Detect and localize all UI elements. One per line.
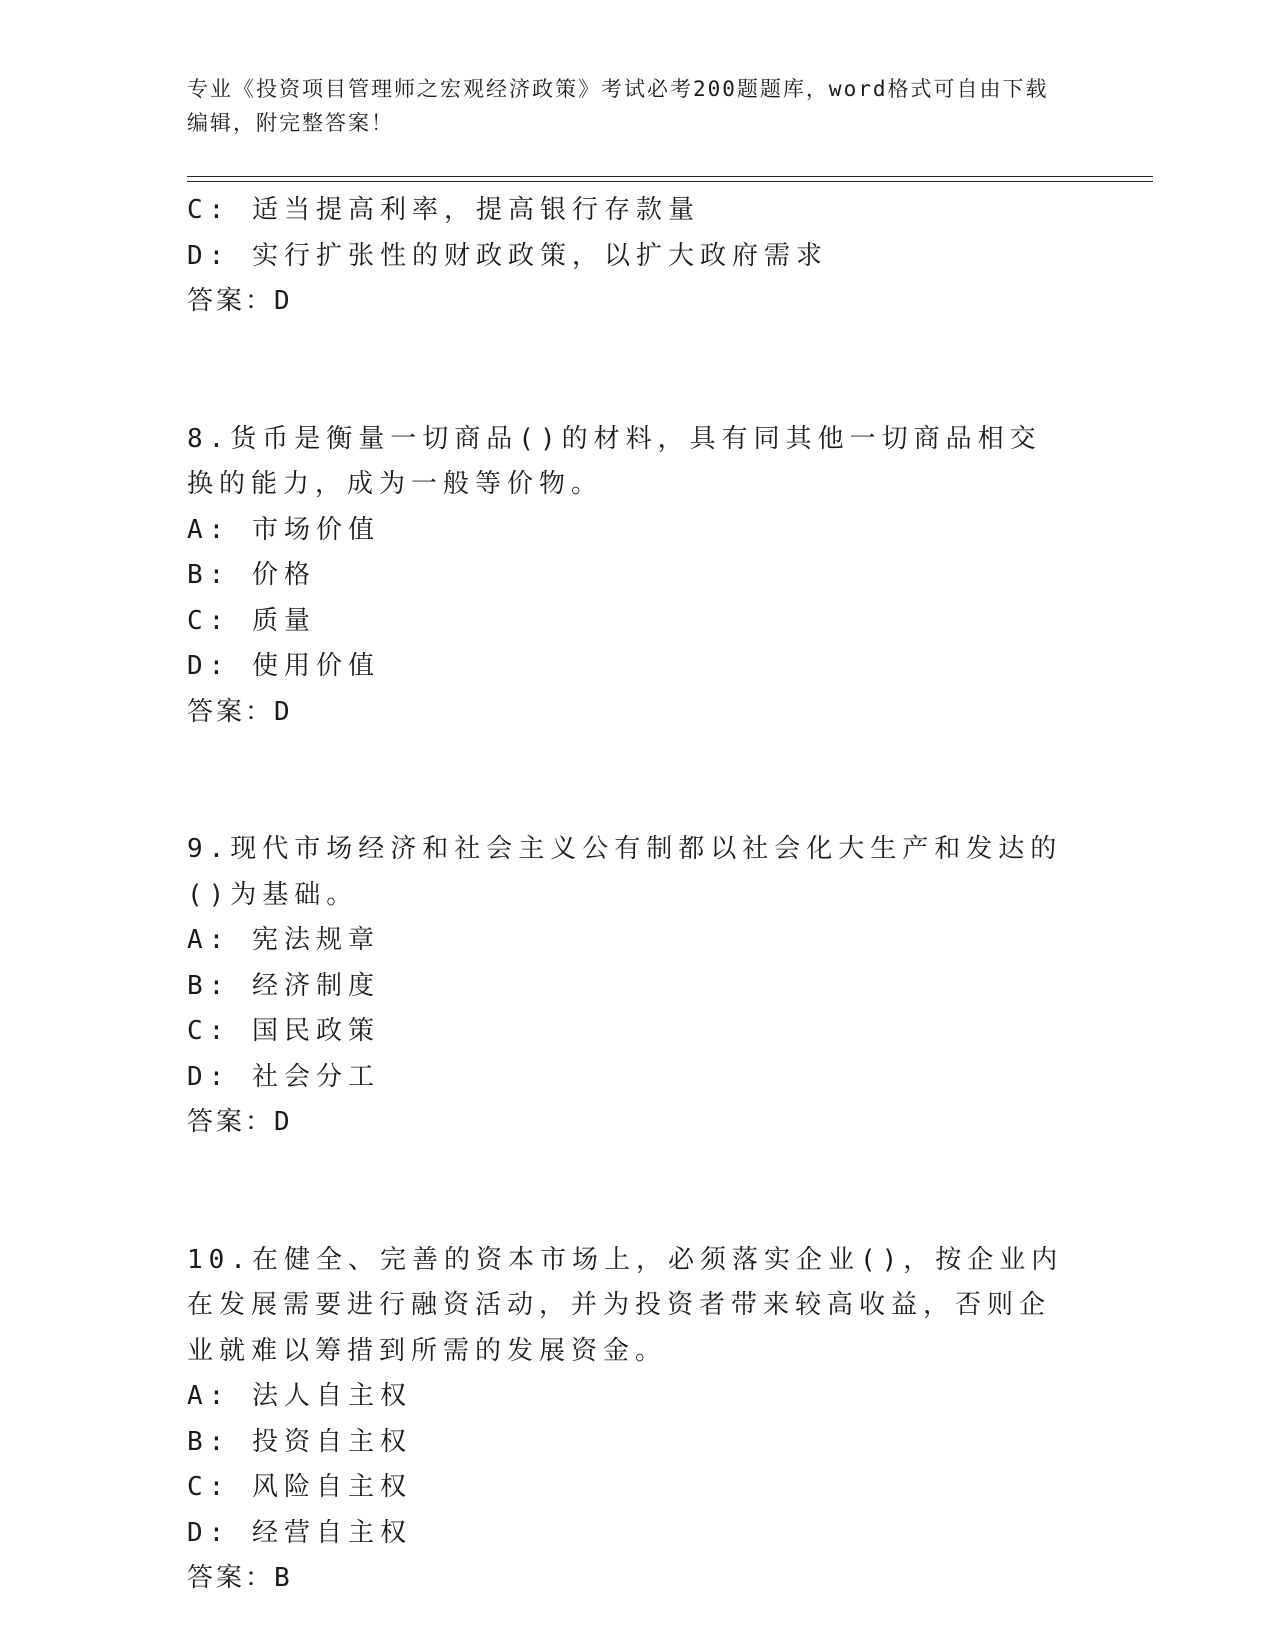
option-line — [187, 599, 1067, 645]
option-line — [187, 1055, 1067, 1101]
question-stem: 10.在健全、完善的资本市场上，必须落实企业()，按企业内在发展需要进行融资活动，并为投资者带来较高收益，否则企业就难以筹措到所需的发展资金。 — [187, 1244, 1064, 1366]
option-line — [187, 1511, 1067, 1557]
option-text: 使用价值 — [251, 651, 380, 681]
option-text: 质量 — [251, 605, 316, 636]
question-block-previous — [187, 188, 1067, 325]
option-text: 宪法规章 — [251, 925, 380, 955]
answer-line: 答案：D — [187, 1107, 293, 1137]
option-label: B: — [187, 560, 231, 590]
option-label: C: — [187, 1016, 231, 1046]
option-text: 实行扩张性的财政政策，以扩大政府需求 — [251, 240, 828, 271]
option-line — [187, 234, 1067, 280]
option-label: A: — [187, 925, 231, 955]
header-divider-bottom — [187, 181, 1153, 182]
question-stem: 8.货币是衡量一切商品()的材料，具有同其他一切商品相交换的能力，成为一般等价物。 — [187, 423, 1042, 499]
option-label: A: — [187, 514, 231, 545]
option-text: 社会分工 — [251, 1061, 380, 1092]
option-label: D: — [187, 1517, 231, 1548]
option-line — [187, 644, 1067, 690]
option-text: 国民政策 — [251, 1016, 380, 1046]
option-line — [187, 1465, 1067, 1511]
option-label: A: — [187, 1381, 231, 1411]
option-line — [187, 1420, 1067, 1466]
spacer — [187, 735, 1067, 827]
option-label: D: — [187, 651, 231, 681]
question-block-9 — [187, 827, 1067, 1146]
option-line — [187, 918, 1067, 964]
option-label: C: — [187, 1472, 231, 1502]
answer-line: 答案：D — [187, 286, 293, 316]
option-label: D: — [187, 240, 231, 271]
option-text: 法人自主权 — [251, 1381, 412, 1411]
option-text: 适当提高利率，提高银行存款量 — [251, 195, 700, 225]
question-content — [187, 188, 1067, 1602]
option-line — [187, 1374, 1067, 1420]
option-label: B: — [187, 1426, 231, 1457]
document-header — [187, 72, 1067, 140]
answer-line: 答案：D — [187, 696, 293, 727]
option-label: C: — [187, 195, 231, 225]
header-title: 专业《投资项目管理师之宏观经济政策》考试必考200题题库，word格式可自由下载编辑，附完整答案！ — [187, 77, 1049, 135]
option-text: 投资自主权 — [251, 1426, 412, 1457]
option-line — [187, 964, 1067, 1010]
question-stem: 9.现代市场经济和社会主义公有制都以社会化大生产和发达的()为基础。 — [187, 834, 1063, 910]
option-label: B: — [187, 970, 231, 1001]
option-text: 经济制度 — [251, 970, 380, 1001]
option-label: D: — [187, 1061, 231, 1092]
option-line — [187, 508, 1067, 554]
question-block-10 — [187, 1238, 1067, 1602]
option-text: 经营自主权 — [251, 1517, 412, 1548]
option-line — [187, 188, 1067, 234]
option-line — [187, 1009, 1067, 1055]
option-text: 价格 — [251, 560, 316, 590]
option-line — [187, 553, 1067, 599]
option-text: 风险自主权 — [251, 1472, 412, 1502]
option-label: C: — [187, 605, 231, 636]
spacer — [187, 1146, 1067, 1238]
question-block-8 — [187, 417, 1067, 736]
header-divider-top — [187, 176, 1153, 177]
option-text: 市场价值 — [251, 514, 380, 545]
answer-line: 答案：B — [187, 1563, 293, 1593]
spacer — [187, 325, 1067, 417]
